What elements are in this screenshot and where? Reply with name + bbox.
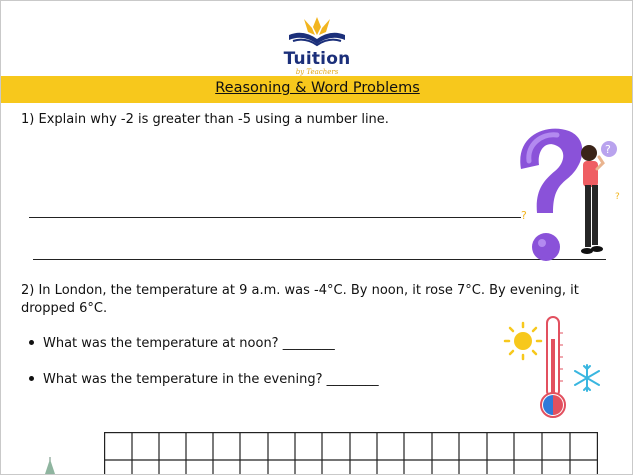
svg-text:?: ? xyxy=(521,209,527,222)
tree-icon xyxy=(41,457,59,475)
sun-icon xyxy=(505,323,541,359)
bullet-icon xyxy=(29,376,34,381)
grid-paper[interactable] xyxy=(104,432,598,475)
question-2-part-2 xyxy=(29,372,379,387)
logo-book-icon xyxy=(281,13,353,51)
question-1: 1) Explain why -2 is greater than -5 using a number line. xyxy=(21,112,389,127)
title-banner xyxy=(1,76,633,103)
question-2-part-2-text: What was the temperature in the evening? ________ xyxy=(43,372,379,387)
snowflake-icon xyxy=(575,365,599,391)
svg-text:?: ? xyxy=(605,143,611,156)
answer-line-1[interactable] xyxy=(29,217,521,218)
question-2-part-1 xyxy=(29,336,335,351)
thermometer-icon xyxy=(541,317,565,417)
logo-title: Tuition xyxy=(283,49,351,69)
page-title: Reasoning & Word Problems xyxy=(215,80,420,96)
question-2: 2) In London, the temperature at 9 a.m. was -4°C. By noon, it rose 7°C. By evening, it dropped 6°C. xyxy=(21,283,579,316)
tuition-logo xyxy=(281,13,353,75)
question-2-part-1-text: What was the temperature at noon? ________ xyxy=(43,336,335,351)
weather-illustration xyxy=(501,313,609,428)
question-mark-person-illustration xyxy=(507,121,627,266)
logo-tagline: by Teachers xyxy=(295,68,339,76)
svg-text:?: ? xyxy=(615,192,620,202)
bullet-icon xyxy=(29,340,34,345)
